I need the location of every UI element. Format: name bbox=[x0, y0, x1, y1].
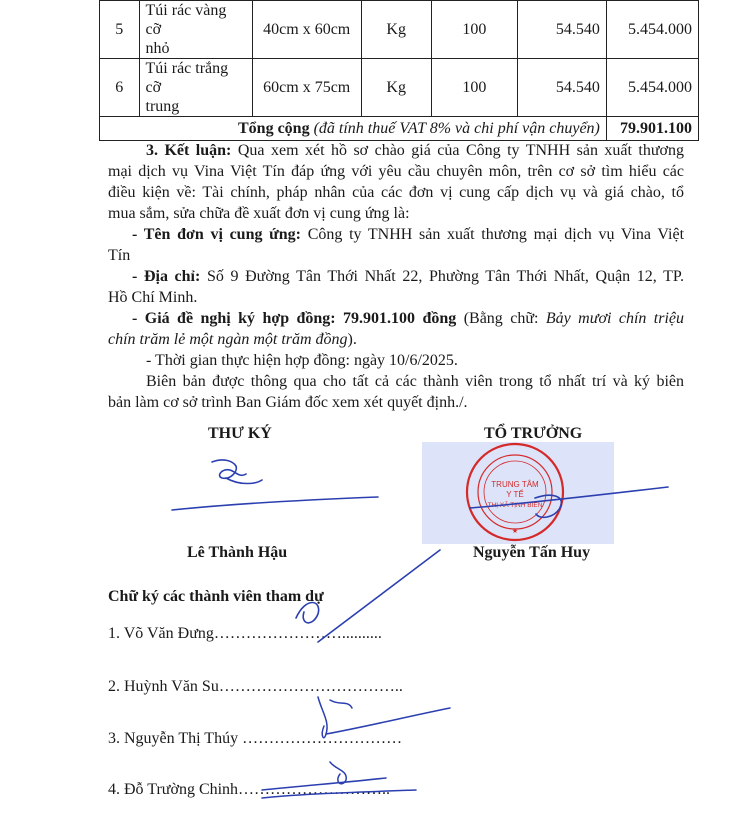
item-amount: 5.454.000 bbox=[606, 59, 698, 117]
supplier-line: Tín bbox=[108, 247, 131, 264]
stamp-highlight bbox=[422, 442, 614, 544]
svg-text:★: ★ bbox=[511, 528, 519, 535]
item-size: 40cm x 60cm bbox=[252, 1, 361, 59]
item-quantity: 100 bbox=[431, 59, 517, 117]
address-line: - Địa chỉ: Số 9 Đường Tân Thới Nhất 22, Phường Tân Thới Nhất, Quận 12, TP. bbox=[132, 268, 685, 285]
item-unit: Kg bbox=[361, 1, 431, 59]
item-unit-price: 54.540 bbox=[518, 1, 607, 59]
conclusion-line: mại dịch vụ Vina Việt Tín đáp ứng với yêu cầu chuyên môn, trên cơ sở tìm hiểu các bbox=[108, 163, 684, 180]
table-row bbox=[100, 1, 699, 59]
table-row bbox=[100, 59, 699, 117]
stamp-text: THỊ XÃ TỊNH BIÊN bbox=[487, 502, 543, 509]
item-amount: 5.454.000 bbox=[606, 1, 698, 59]
item-name: Túi rác vàng cỡ nhỏ bbox=[139, 1, 252, 59]
item-unit-price: 54.540 bbox=[518, 59, 607, 117]
supplier-line: - Tên đơn vị cung ứng: Công ty TNHH sản xuất thương mại dịch vụ Vina Việt bbox=[132, 226, 685, 243]
conclusion-line: mua sắm, sửa chữa đề xuất đơn vị cung ứng là: bbox=[108, 205, 410, 222]
price-line: chín trăm lẻ một ngàn một trăm đồng). bbox=[108, 331, 357, 348]
conclusion-line: điều kiện về: Tài chính, pháp nhân của các đơn vị cung cấp dịch vụ và giá chào, tổ bbox=[108, 184, 684, 201]
item-size: 60cm x 75cm bbox=[252, 59, 361, 117]
stamp-text: TRUNG TÂM bbox=[491, 480, 539, 489]
secretary-name: Lê Thành Hậu bbox=[187, 544, 288, 561]
member-line: 4. Đỗ Trường Chinh……………………….. bbox=[108, 781, 391, 798]
total-label: Tổng cộng (đã tính thuế VAT 8% và chi phí vận chuyển) bbox=[100, 117, 607, 141]
stamp-text: Y TẾ bbox=[506, 490, 524, 499]
closing-line: bản làm cơ sở trình Ban Giám đốc xem xét quyết định./. bbox=[108, 394, 468, 411]
member-line: 1. Võ Văn Đưng…………………….......... bbox=[108, 625, 382, 642]
members-title: Chữ ký các thành viên tham dự bbox=[108, 588, 324, 605]
member-line: 2. Huỳnh Văn Su…………………………….. bbox=[108, 678, 403, 695]
leader-name: Nguyễn Tấn Huy bbox=[473, 544, 591, 561]
item-name: Túi rác trắng cỡ trung bbox=[139, 59, 252, 117]
price-line: - Giá đề nghị ký hợp đồng: 79.901.100 đồng (Bằng chữ: Bảy mươi chín triệu bbox=[132, 310, 685, 327]
member-line: 3. Nguyễn Thị Thúy ………………………… bbox=[108, 730, 403, 747]
secretary-title: THƯ KÝ bbox=[208, 425, 272, 442]
item-quantity: 100 bbox=[431, 1, 517, 59]
secretary-signature bbox=[172, 460, 378, 510]
closing-line: Biên bản được thông qua cho tất cả các thành viên trong tổ nhất trí và ký biên bbox=[146, 373, 684, 390]
row-number: 5 bbox=[100, 1, 140, 59]
leader-title: TỔ TRƯỞNG bbox=[484, 425, 583, 442]
table-total-row bbox=[100, 117, 699, 141]
address-line: Hồ Chí Minh. bbox=[108, 289, 198, 306]
row-number: 6 bbox=[100, 59, 140, 117]
item-unit: Kg bbox=[361, 59, 431, 117]
time-line: - Thời gian thực hiện hợp đồng: ngày 10/6/2025. bbox=[146, 352, 458, 369]
items-table bbox=[99, 0, 699, 141]
conclusion-line: 3. Kết luận: Qua xem xét hồ sơ chào giá của Công ty TNHH sản xuất thương bbox=[146, 142, 684, 159]
total-amount: 79.901.100 bbox=[606, 117, 698, 141]
